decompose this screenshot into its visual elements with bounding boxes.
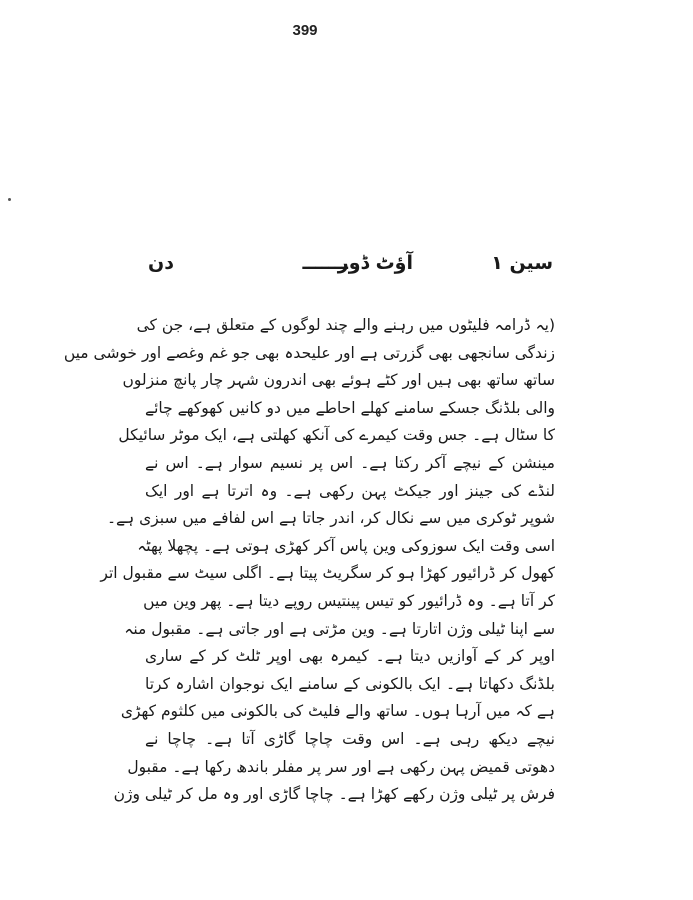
text-line: فرش پر ٹیلی وژن رکھے کھڑا ہے۔ چاچا گاڑی اور وہ مل کر ٹیلی وژن (113, 785, 555, 804)
text-line: کا سٹال ہے۔ جس وقت کیمرے کی آنکھ کھلتی ہے، ایک موٹر سائیکل (118, 426, 555, 445)
text-line: کھول کر ڈرائیور کھڑا ہو کر سگریٹ پیتا ہے۔ اگلی سیٹ سے مقبول اتر (100, 564, 555, 583)
text-line: دھوتی قمیض پہن رکھی ہے اور سر پر مفلر باندھ رکھا ہے۔ مقبول (127, 757, 555, 776)
text-line: مینشن کے نیچے آکر رکتا ہے۔ اس پر نسیم سوار ہے۔ اس نے (145, 453, 555, 472)
text-line: ساتھ ساتھ بھی ہیں اور کٹے ہوئے بھی اندرون شہر چار پانچ منزلوں (122, 371, 555, 390)
text-line: اوپر کر کے آوازیں دیتا ہے۔ کیمرہ بھی اوپر ٹلٹ کر کے ساری (145, 647, 555, 666)
text-line: کر آتا ہے۔ وہ ڈرائیور کو تیس پینتیس روپے دیتا ہے۔ پھر وین میں (143, 591, 555, 610)
text-line: (یہ ڈرامہ فلیٹوں میں رہنے والے چند لوگوں کے متعلق ہے، جن کی (136, 316, 555, 334)
scene-heading (148, 252, 553, 288)
text-line: زندگی سانجھی بھی گزرتی ہے اور علیحدہ بھی جو غم وغصے اور خوشی میں (63, 343, 555, 362)
text-line: اسی وقت ایک سوزوکی وین پاس آکر کھڑی ہوتی ہے۔ پچھلا پھٹہ (137, 536, 555, 555)
scene-number: سین ۱ (491, 252, 553, 274)
scene-description (63, 312, 555, 809)
text-line: لنڈے کی جینز اور جیکٹ پہن رکھی ہے۔ وہ اترتا ہے اور ایک (145, 481, 555, 500)
text-line: والی بلڈنگ جسکے سامنے کھلے احاطے میں دو کانیں کھوکھے چائے (145, 398, 555, 417)
heading-separator: ـــــــ (302, 252, 348, 274)
text-line: شوپر ٹوکری میں سے نکال کر، اندر جاتا ہے اس لفافے میں سبزی ہے۔ (106, 509, 555, 528)
scene-location: آؤٹ ڈور (337, 252, 413, 274)
text-line: بلڈنگ دکھاتا ہے۔ ایک بالکونی کے سامنے ایک نوجوان اشارہ کرتا (145, 674, 555, 693)
scan-speck (8, 198, 11, 201)
page-number: 399 (292, 22, 318, 39)
text-line: سے اپنا ٹیلی وژن اتارتا ہے۔ وین مڑتی ہے اور جاتی ہے۔ مقبول منہ (124, 619, 555, 638)
text-line: نیچے دیکھ رہی ہے۔ اس وقت چاچا گاڑی آتا ہے۔ چاچا نے (145, 729, 555, 748)
text-line: ہے کہ میں آرہا ہوں۔ ساتھ والے فلیٹ کی بالکونی میں کلثوم کھڑی (120, 702, 555, 721)
scene-time: دن (148, 252, 174, 274)
